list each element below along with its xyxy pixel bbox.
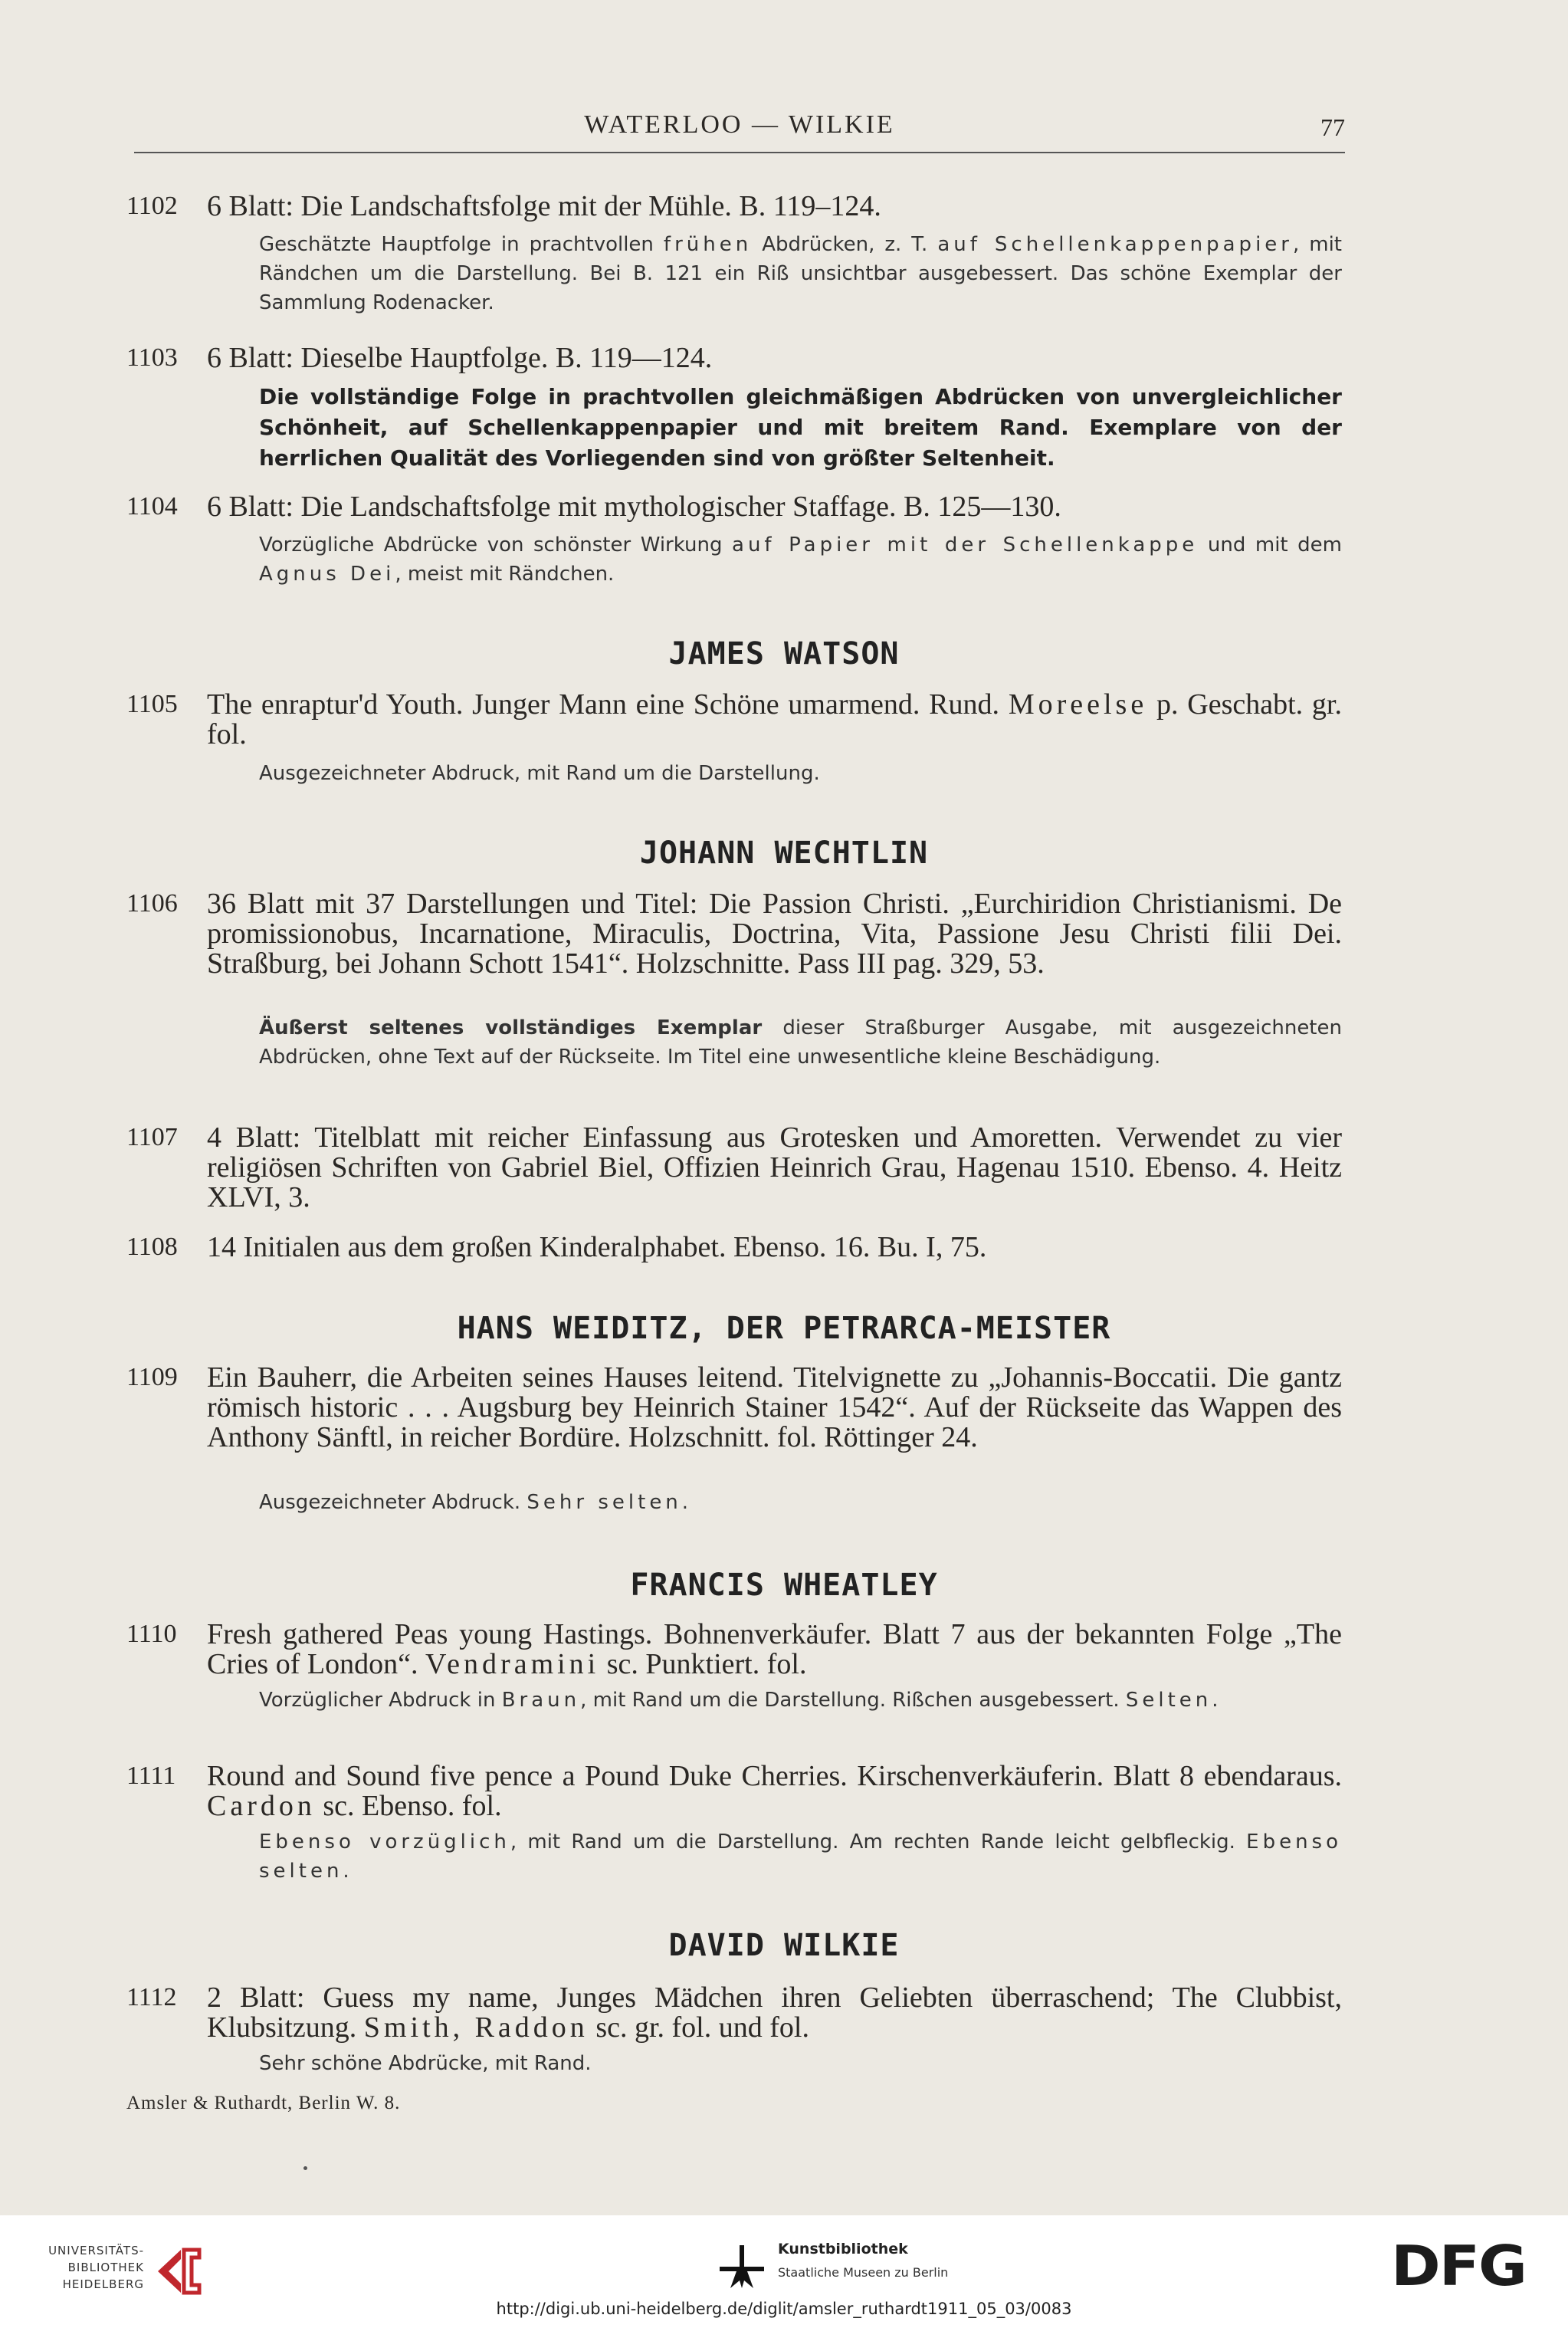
kunstbibliothek-eagle-icon bbox=[717, 2241, 767, 2291]
entry-title: Round and Sound five pence a Pound Duke Cherries. Kirschenverkäuferin. Blatt 8 ebendaraus. Cardon sc. Ebenso. fol. bbox=[207, 1760, 1342, 1822]
footer-band bbox=[0, 2215, 1568, 2328]
artist-heading-francis-wheatley: FRANCIS WHEATLEY bbox=[630, 1568, 938, 1603]
entry-note: Die vollständige Folge in prachtvollen gleichmäßigen Abdrücken von unvergleichlicher Schönheit, auf Schellenkappenpapier und mit breitem Rand. Exemplare von der herrlichen Qualität des Vorliegenden sind von größter Seltenheit. bbox=[259, 384, 1342, 471]
entry-note: Ausgezeichneter Abdruck. Sehr selten. bbox=[259, 1491, 693, 1514]
kunstbibliothek-subtitle: Staatliche Museen zu Berlin bbox=[778, 2265, 949, 2280]
artist-heading-david-wilkie: DAVID WILKIE bbox=[668, 1928, 900, 1963]
catalog-entry-1107 bbox=[126, 1123, 1353, 1223]
source-url[interactable]: http://digi.ub.uni-heidelberg.de/diglit/amsler_ruthardt1911_05_03/0083 bbox=[496, 2300, 1072, 2318]
entry-number: 1102 bbox=[126, 192, 178, 220]
catalog-entry-1105 bbox=[126, 690, 1353, 793]
artist-heading-james-watson: JAMES WATSON bbox=[668, 636, 900, 671]
entry-number: 1110 bbox=[126, 1620, 177, 1648]
catalog-entry-1111 bbox=[126, 1762, 1353, 1888]
dfg-logo[interactable]: DFG bbox=[1391, 2234, 1527, 2299]
entry-note: Geschätzte Hauptfolge in prachtvollen frühen Abdrücken, z. T. auf Schellenkappenpapier, mit Rändchen um die Darstellung. Bei B. 121 ein Riß unsichtbar ausgebessert. Das schöne Exemplar der Sammlung Rodenacker. bbox=[259, 233, 1343, 314]
catalog-entry-1106 bbox=[126, 889, 1353, 1104]
print-speck bbox=[303, 2166, 307, 2170]
entry-number: 1108 bbox=[126, 1233, 178, 1261]
page-number: 77 bbox=[1320, 113, 1345, 141]
heidelberg-logo-icon bbox=[152, 2242, 205, 2300]
entry-number: 1104 bbox=[126, 492, 178, 520]
artist-heading-johann-wechtlin: JOHANN WECHTLIN bbox=[639, 836, 929, 871]
entry-number: 1111 bbox=[126, 1762, 176, 1790]
running-title: WATERLOO — WILKIE bbox=[584, 110, 895, 139]
entry-number: 1103 bbox=[126, 343, 178, 372]
catalog-entry-1104 bbox=[126, 492, 1353, 588]
university-name: UNIVERSITÄTS- BIBLIOTHEK HEIDELBERG bbox=[48, 2244, 144, 2291]
entry-title: 6 Blatt: Dieselbe Hauptfolge. B. 119—124. bbox=[207, 342, 713, 374]
entry-title: 6 Blatt: Die Landschaftsfolge mit mythologischer Staffage. B. 125—130. bbox=[207, 491, 1061, 523]
entry-note: Vorzügliche Abdrücke von schönster Wirkung auf Papier mit der Schellenkappe und mit dem Agnus Dei, meist mit Rändchen. bbox=[259, 534, 1342, 586]
entry-title: 6 Blatt: Die Landschaftsfolge mit der Mühle. B. 119–124. bbox=[207, 190, 881, 222]
entry-title: 4 Blatt: Titelblatt mit reicher Einfassung aus Grotesken und Amoretten. Verwendet zu vier religiösen Schriften von Gabriel Biel, Offizien Heinrich Grau, Hagenau 1510. Ebenso. 4. Heitz XLVI, 3. bbox=[207, 1121, 1342, 1213]
entry-note: Sehr schöne Abdrücke, mit Rand. bbox=[259, 2052, 592, 2075]
entry-number: 1109 bbox=[126, 1363, 178, 1391]
entry-number: 1105 bbox=[126, 690, 178, 718]
entry-title: 36 Blatt mit 37 Darstellungen und Titel: Die Passion Christi. „Eurchiridion Christianismi. De promissionobus, Incarnatione, Miraculis, Doctrina, Vita, Passione Jesu Christi filii Dei. Straßburg, bei Johann Schott 1541“. Holzschnitte. Pass III pag. 329, 53. bbox=[207, 888, 1342, 980]
catalog-entry-1112 bbox=[126, 1983, 1353, 2083]
catalog-entry-1110 bbox=[126, 1620, 1353, 1746]
publisher-imprint: Amsler & Ruthardt, Berlin W. 8. bbox=[126, 2093, 401, 2113]
kunstbibliothek-logo[interactable] bbox=[717, 2234, 969, 2296]
entry-note: Ebenso vorzüglich, mit Rand um die Darstellung. Am rechten Rande leicht gelbfleckig. Ebenso selten. bbox=[259, 1831, 1342, 1883]
entry-note: Vorzüglicher Abdruck in Braun, mit Rand um die Darstellung. Rißchen ausgebessert. Selten. bbox=[259, 1689, 1222, 1712]
catalog-entry-1108 bbox=[126, 1233, 1353, 1271]
entry-title: 14 Initialen aus dem großen Kinderalphabet. Ebenso. 16. Bu. I, 75. bbox=[207, 1231, 987, 1263]
entry-title: 2 Blatt: Guess my name, Junges Mädchen ihren Geliebten überraschend; The Clubbist, Klubsitzung. Smith, Raddon sc. gr. fol. und fol. bbox=[207, 1982, 1342, 2044]
header-rule bbox=[134, 152, 1345, 153]
entry-number: 1107 bbox=[126, 1123, 178, 1151]
heidelberg-university-library-logo[interactable] bbox=[21, 2242, 205, 2303]
entry-title: Fresh gathered Peas young Hastings. Bohnenverkäufer. Blatt 7 aus der bekannten Folge „The Cries of London“. Vendramini sc. Punktiert. fol. bbox=[207, 1618, 1342, 1680]
kunstbibliothek-title: Kunstbibliothek bbox=[778, 2241, 908, 2257]
catalog-entry-1103 bbox=[126, 343, 1353, 474]
artist-heading-hans-weiditz: HANS WEIDITZ, DER PETRARCA-MEISTER bbox=[457, 1311, 1111, 1346]
entry-number: 1106 bbox=[126, 889, 178, 918]
entry-note: Ausgezeichneter Abdruck, mit Rand um die Darstellung. bbox=[259, 762, 820, 785]
running-head bbox=[134, 107, 1345, 153]
entry-title: The enraptur'd Youth. Junger Mann eine Schöne umarmend. Rund. Moreelse p. Geschabt. gr. fol. bbox=[207, 688, 1342, 750]
entry-title: Ein Bauherr, die Arbeiten seines Hauses leitend. Titelvignette zu „Johannis-Boccatii. Die gantz römisch historic . . . Augsburg bey Heinrich Stainer 1542“. Auf der Rückseite das Wappen des Anthony Sänftl, in reicher Bordüre. Holzschnitt. fol. Röttinger 24. bbox=[207, 1361, 1342, 1453]
entry-note: Äußerst seltenes vollständiges Exemplar dieser Straßburger Ausgabe, mit ausgezeichneten Abdrücken, ohne Text auf der Rückseite. Im Titel eine unwesentliche kleine Beschädigung. bbox=[259, 1016, 1342, 1069]
catalog-entry-1109 bbox=[126, 1363, 1353, 1524]
catalog-entry-1102 bbox=[126, 192, 1353, 326]
entry-number: 1112 bbox=[126, 1983, 177, 2011]
